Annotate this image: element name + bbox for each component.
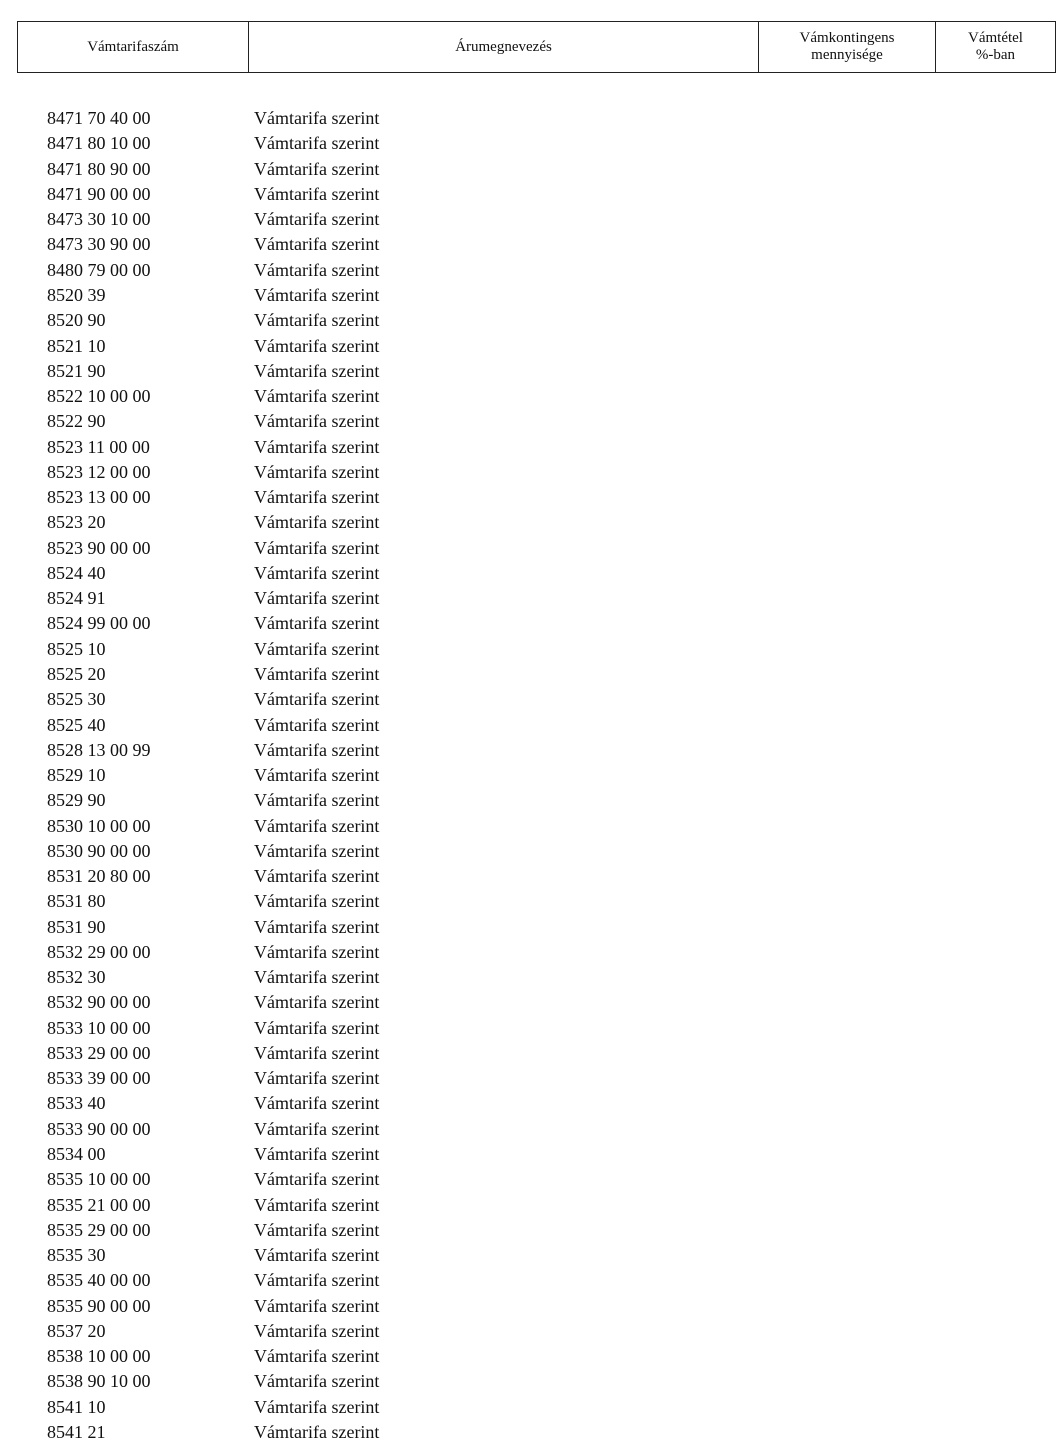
header-duty-rate-line2: %-ban [975,47,1016,63]
table-row [47,687,647,712]
tariff-code: 8523 90 00 00 [47,537,151,558]
goods-description: Vámtarifa szerint [254,487,380,508]
table-row [47,1395,647,1420]
table-row [47,1117,647,1142]
tariff-code: 8480 79 00 00 [47,259,151,280]
table-row [47,460,647,485]
table-row [47,207,647,232]
goods-description: Vámtarifa szerint [254,1421,380,1442]
tariff-code: 8529 90 [47,790,106,811]
table-row [47,308,647,333]
table-row [47,1218,647,1243]
tariff-code: 8520 39 [47,284,106,305]
tariff-code: 8531 80 [47,891,106,912]
tariff-code: 8471 80 90 00 [47,158,151,179]
table-row [47,359,647,384]
goods-description: Vámtarifa szerint [254,1042,380,1063]
tariff-code: 8530 90 00 00 [47,840,151,861]
tariff-code: 8523 11 00 00 [47,436,150,457]
goods-description: Vámtarifa szerint [254,1017,380,1038]
table-row [47,485,647,510]
tariff-code: 8538 90 10 00 [47,1371,151,1392]
goods-description: Vámtarifa szerint [254,941,380,962]
table-row [47,1293,647,1318]
tariff-code: 8522 90 [47,411,106,432]
goods-description: Vámtarifa szerint [254,790,380,811]
table-row [47,1192,647,1217]
table-row [47,915,647,940]
table-row [47,434,647,459]
tariff-code: 8535 90 00 00 [47,1295,151,1316]
goods-description: Vámtarifa szerint [254,183,380,204]
table-row [47,182,647,207]
goods-description: Vámtarifa szerint [254,1320,380,1341]
table-row [47,1344,647,1369]
table-row [47,1167,647,1192]
tariff-code: 8521 10 [47,335,106,356]
table-row [47,1142,647,1167]
goods-description: Vámtarifa szerint [254,815,380,836]
tariff-code: 8528 13 00 99 [47,739,151,760]
table-row [47,637,647,662]
goods-description: Vámtarifa szerint [254,866,380,887]
table-row [47,106,647,131]
goods-description: Vámtarifa szerint [254,1118,380,1139]
goods-description: Vámtarifa szerint [254,1346,380,1367]
table-row [47,662,647,687]
tariff-code: 8524 91 [47,588,106,609]
tariff-code: 8538 10 00 00 [47,1346,151,1367]
table-row [47,1319,647,1344]
tariff-list [47,106,647,1445]
goods-description: Vámtarifa szerint [254,967,380,988]
tariff-code: 8535 40 00 00 [47,1270,151,1291]
goods-description: Vámtarifa szerint [254,209,380,230]
goods-description: Vámtarifa szerint [254,335,380,356]
goods-description: Vámtarifa szerint [254,891,380,912]
tariff-code: 8473 30 90 00 [47,234,151,255]
goods-description: Vámtarifa szerint [254,765,380,786]
tariff-code: 8521 90 [47,360,106,381]
goods-description: Vámtarifa szerint [254,1245,380,1266]
tariff-code: 8525 20 [47,663,106,684]
goods-description: Vámtarifa szerint [254,108,380,129]
table-row [47,131,647,156]
goods-description: Vámtarifa szerint [254,284,380,305]
goods-description: Vámtarifa szerint [254,1371,380,1392]
tariff-code: 8520 90 [47,310,106,331]
tariff-code: 8532 90 00 00 [47,992,151,1013]
header-goods-description [249,22,759,72]
header-quota-quantity-line1: Vámkontingens [799,30,895,46]
tariff-code: 8531 90 [47,916,106,937]
table-row [47,333,647,358]
tariff-code: 8522 10 00 00 [47,386,151,407]
table-row [47,1268,647,1293]
tariff-code: 8530 10 00 00 [47,815,151,836]
goods-description: Vámtarifa szerint [254,259,380,280]
header-quota-quantity-line2: mennyisége [811,47,883,63]
table-row [47,738,647,763]
table-row [47,864,647,889]
table-header [17,21,1056,73]
goods-description: Vámtarifa szerint [254,1396,380,1417]
tariff-code: 8471 90 00 00 [47,183,151,204]
header-tariff-number-label: Vámtarifaszám [87,38,179,55]
goods-description: Vámtarifa szerint [254,158,380,179]
table-row [47,409,647,434]
table-row [47,940,647,965]
goods-description: Vámtarifa szerint [254,360,380,381]
goods-description: Vámtarifa szerint [254,310,380,331]
tariff-code: 8537 20 [47,1320,106,1341]
tariff-code: 8525 40 [47,714,106,735]
tariff-code: 8534 00 [47,1144,106,1165]
goods-description: Vámtarifa szerint [254,234,380,255]
table-row [47,763,647,788]
table-row [47,232,647,257]
goods-description: Vámtarifa szerint [254,436,380,457]
tariff-code: 8535 29 00 00 [47,1219,151,1240]
tariff-code: 8541 21 [47,1421,106,1442]
goods-description: Vámtarifa szerint [254,663,380,684]
goods-description: Vámtarifa szerint [254,1144,380,1165]
table-row [47,889,647,914]
tariff-code: 8523 20 [47,512,106,533]
goods-description: Vámtarifa szerint [254,638,380,659]
table-row [47,788,647,813]
tariff-code: 8524 99 00 00 [47,613,151,634]
table-row [47,1243,647,1268]
tariff-code: 8473 30 10 00 [47,209,151,230]
header-goods-description-label: Árumegnevezés [455,38,552,55]
table-row [47,1041,647,1066]
table-row [47,1091,647,1116]
goods-description: Vámtarifa szerint [254,461,380,482]
goods-description: Vámtarifa szerint [254,739,380,760]
goods-description: Vámtarifa szerint [254,916,380,937]
goods-description: Vámtarifa szerint [254,512,380,533]
goods-description: Vámtarifa szerint [254,689,380,710]
header-duty-rate-line1: Vámtétel [968,30,1023,46]
tariff-code: 8533 90 00 00 [47,1118,151,1139]
table-row [47,990,647,1015]
tariff-code: 8531 20 80 00 [47,866,151,887]
table-row [47,586,647,611]
table-row [47,258,647,283]
goods-description: Vámtarifa szerint [254,1270,380,1291]
tariff-code: 8532 30 [47,967,106,988]
goods-description: Vámtarifa szerint [254,386,380,407]
table-row [47,283,647,308]
goods-description: Vámtarifa szerint [254,588,380,609]
tariff-code: 8533 40 [47,1093,106,1114]
table-row [47,965,647,990]
tariff-code: 8525 10 [47,638,106,659]
table-row [47,611,647,636]
goods-description: Vámtarifa szerint [254,714,380,735]
table-row [47,1016,647,1041]
goods-description: Vámtarifa szerint [254,840,380,861]
goods-description: Vámtarifa szerint [254,1295,380,1316]
goods-description: Vámtarifa szerint [254,1068,380,1089]
table-row [47,813,647,838]
table-row [47,157,647,182]
table-row [47,1369,647,1394]
header-quota-quantity [759,22,936,72]
tariff-code: 8535 10 00 00 [47,1169,151,1190]
tariff-code: 8523 13 00 00 [47,487,151,508]
goods-description: Vámtarifa szerint [254,562,380,583]
goods-description: Vámtarifa szerint [254,537,380,558]
header-tariff-number [18,22,249,72]
tariff-code: 8535 30 [47,1245,106,1266]
goods-description: Vámtarifa szerint [254,133,380,154]
tariff-code: 8533 10 00 00 [47,1017,151,1038]
tariff-code: 8471 70 40 00 [47,108,151,129]
goods-description: Vámtarifa szerint [254,992,380,1013]
table-row [47,561,647,586]
table-row [47,384,647,409]
table-row [47,536,647,561]
header-duty-rate [936,22,1055,72]
tariff-code: 8523 12 00 00 [47,461,151,482]
tariff-code: 8541 10 [47,1396,106,1417]
goods-description: Vámtarifa szerint [254,1194,380,1215]
table-row [47,1420,647,1445]
tariff-code: 8525 30 [47,689,106,710]
goods-description: Vámtarifa szerint [254,1219,380,1240]
table-row [47,1066,647,1091]
table-row [47,839,647,864]
tariff-code: 8532 29 00 00 [47,941,151,962]
tariff-code: 8535 21 00 00 [47,1194,151,1215]
tariff-code: 8471 80 10 00 [47,133,151,154]
tariff-code: 8533 29 00 00 [47,1042,151,1063]
tariff-code: 8524 40 [47,562,106,583]
goods-description: Vámtarifa szerint [254,411,380,432]
goods-description: Vámtarifa szerint [254,1093,380,1114]
table-row [47,712,647,737]
table-row [47,510,647,535]
goods-description: Vámtarifa szerint [254,1169,380,1190]
tariff-code: 8533 39 00 00 [47,1068,151,1089]
goods-description: Vámtarifa szerint [254,613,380,634]
tariff-code: 8529 10 [47,765,106,786]
